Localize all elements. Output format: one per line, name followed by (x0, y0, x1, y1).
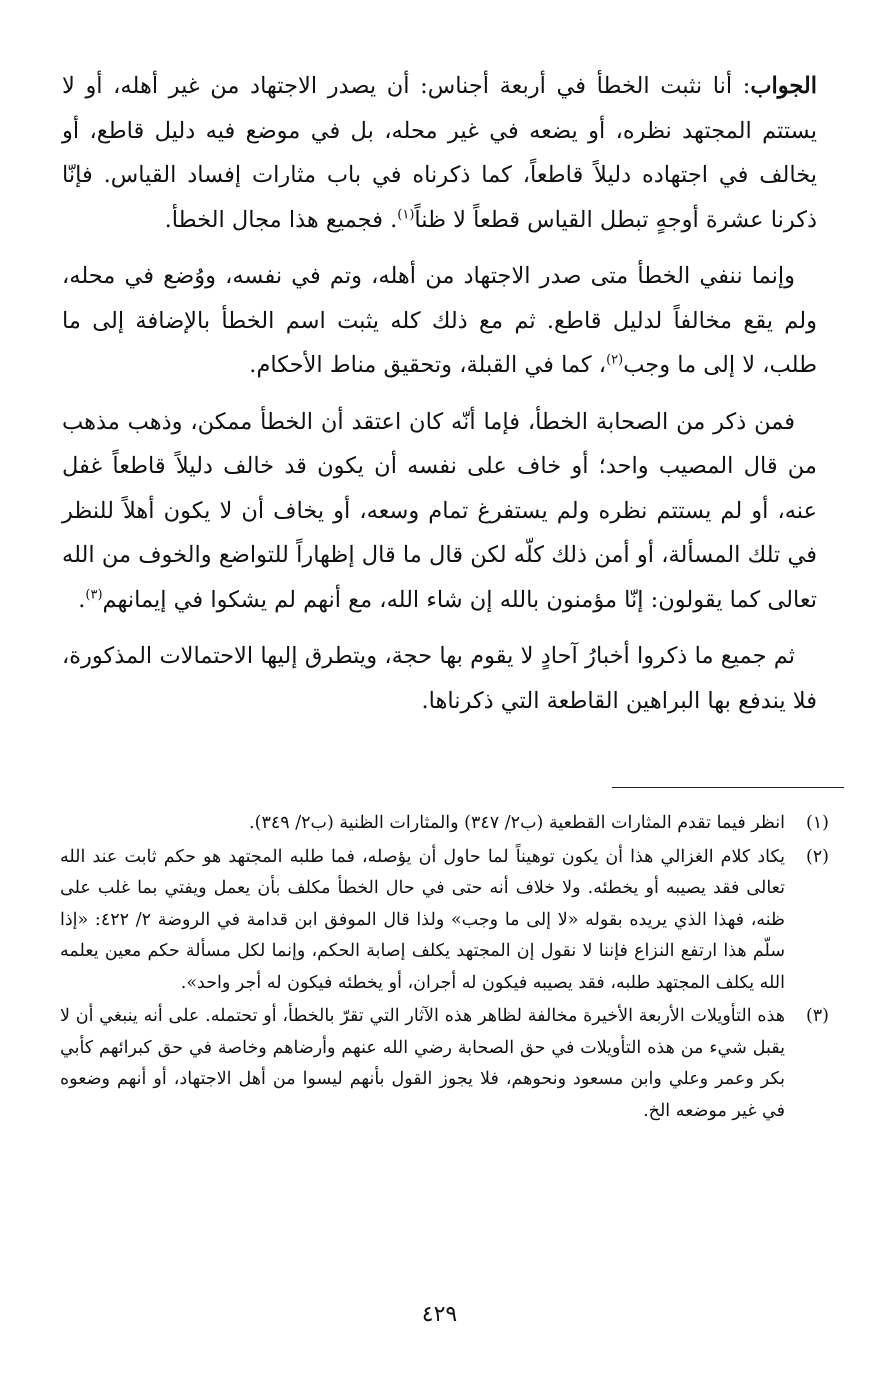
paragraph-text: : أنا نثبت الخطأ في أربعة أجناس: أن يصدر الاجتهاد من غير أهله، أو لا يستتم المجتهد نظره، أو يضعه في غير محله، بل في موضع فيه دليل قاطع، أو يخالف في اجتهاده دليلاً قاطعاً، كما ذكرناه في باب مثارات إفساد القياس. فإنّا ذكرنا عشرة أوجهٍ تبطل القياس قطعاً لا ظناً (62, 73, 817, 233)
footnote-text: انظر فيما تقدم المثارات القطعية (ب٢/ ٣٤٧) والمثارات الظنية (ب٢/ ٣٤٩). (249, 813, 785, 833)
footnote-item (60, 842, 829, 1000)
footnote-number: (٣) (805, 1006, 829, 1026)
paragraph-text: . (78, 586, 86, 613)
paragraph-4: ثم جميع ما ذكروا أخبارُ آحادٍ لا يقوم بها حجة، ويتطرق إليها الاحتمالات المذكورة، فلا يندفع بها البراهين القاطعة التي ذكرناها. (62, 643, 817, 714)
paragraph-3 (62, 400, 817, 623)
page-number: ٤٢٩ (421, 1302, 458, 1327)
footnote-number: (١) (805, 813, 829, 833)
footnote-item (60, 1001, 829, 1127)
footnote-ref-3[interactable]: (٣) (85, 587, 103, 602)
footnotes (60, 808, 829, 1129)
main-text (62, 64, 817, 735)
footnote-separator (612, 787, 844, 788)
footnote-ref-2[interactable]: (٢) (606, 352, 624, 368)
footnote-ref-1[interactable]: (١) (397, 207, 415, 222)
footnote-text: يكاد كلام الغزالي هذا أن يكون توهيناً لما حاول أن يؤصله، فما طلبه المجتهد هو حكم ثابت عند الله تعالى فقد يصيبه أو يخطئه. ولا خلاف أنه حتى في حال الخطأ مكلف بأن يعمل ويفتي بما غلب على ظنه، فهذا الذي يريده بقوله «لا إلى ما وجب» ولذا قال الموفق ابن قدامة في الروضة ٢/ ٤٢٢: «إذا سلّم هذا ارتفع النزاع فإننا لا نقول إن المجتهد يكلف إصابة الحكم، وإنما لكل مسألة حكم معين يعلمه الله يكلف المجتهد طلبه، فقد يصيبه فيكون له أجران، أو يخطئه فيكون له أجر واحد». (60, 846, 785, 993)
paragraph-answer (62, 64, 817, 242)
answer-heading: الجواب (750, 73, 817, 99)
footnote-item (60, 808, 829, 840)
footnote-number: (٢) (805, 846, 829, 867)
paragraph-text: فمن ذكر من الصحابة الخطأ، فإما أنّه كان اعتقد أن الخطأ ممكن، وذهب مذهب من قال المصيب واحد؛ أو خاف على نفسه أن يكون قد خالف دليلاً قاطعاً غفل عنه، أو لم يستتم نظره ولم يستفرغ تمام وسعه، أو يخاف أن لا يكون أهلاً للنظر في تلك المسألة، أو أمن ذلك كلّه لكن قال ما قال إظهاراً للتواضع والخوف من الله تعالى كما يقولون: إنّا مؤمنون بالله إن شاء الله، مع أنهم لم يشكوا في إيمانهم (62, 408, 817, 613)
paragraph-2 (62, 254, 817, 388)
paragraph-text: وإنما ننفي الخطأ متى صدر الاجتهاد من أهله، وتم في نفسه، ووُضع في محله، ولم يقع مخالفاً لدليل قاطع. ثم مع ذلك كله يثبت اسم الخطأ بالإضافة إلى ما طلب، لا إلى ما وجب (62, 263, 817, 378)
paragraph-text: ، كما في القبلة، وتحقيق مناط الأحكام. (249, 352, 607, 378)
footnote-text: هذه التأويلات الأربعة الأخيرة مخالفة لظاهر هذه الآثار التي تقرّ بالخطأ، أو تحتمله. على أنه ينبغي أن لا يقبل شيء من هذه التأويلات في حق الصحابة رضي الله عنهم وأرضاهم وخاصة في حق كبرائهم كأبي بكر وعمر وعلي وابن مسعود ونحوهم، فلا يجوز القول بأنهم ليسوا من أهل الاجتهاد، أو أنهم وضعوه في غير موضعه الخ. (60, 1006, 785, 1121)
paragraph-text: . فجميع هذا مجال الخطأ. (164, 206, 398, 233)
